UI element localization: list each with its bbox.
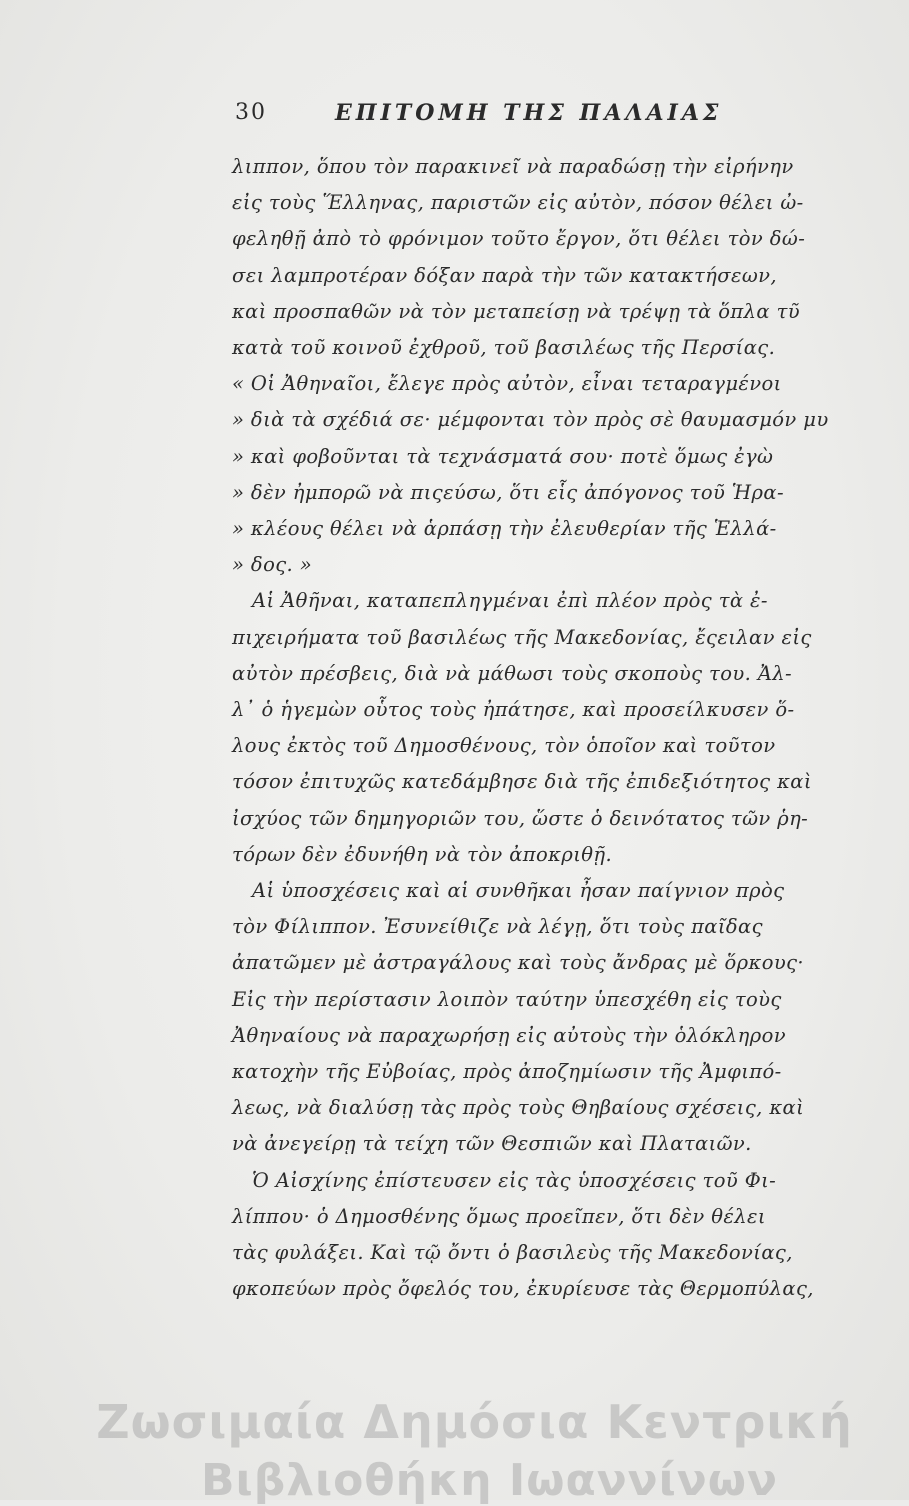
text-line: εἰς τοὺς Ἕλληνας, παριστῶν εἰς αὐτὸν, πόσον θέλει ὠ- (232, 191, 804, 215)
text-line: Ὁ Αἰσχίνης ἐπίστευσεν εἰς τὰς ὑποσχέσεις τοῦ Φι- (252, 1168, 777, 1192)
text-line: » δος. » (232, 553, 313, 577)
text-line: αὐτὸν πρέσβεις, διὰ νὰ μάθωσι τοὺς σκοποὺς του. Ἀλ- (232, 661, 793, 685)
text-line: κατὰ τοῦ κοινοῦ ἐχθροῦ, τοῦ βασιλέως τῆς Περσίας. (232, 336, 776, 359)
text-line: κατοχὴν τῆς Εὐβοίας, πρὸς ἀποζημίωσιν τῆς Ἀμφιπό- (232, 1060, 782, 1083)
text-line: τὰς φυλάξει. Καὶ τῷ ὄντι ὁ βασιλεὺς τῆς Μακεδονίας, (232, 1241, 793, 1264)
text-line: φκοπεύων πρὸς ὄφελός του, ἐκυρίευσε τὰς Θερμοπύλας, (232, 1277, 814, 1301)
library-watermark-line-2: Βιβλιοθήκη Ιωαννίνων (201, 1455, 778, 1506)
text-line: σει λαμπροτέραν δόξαν παρὰ τὴν τῶν κατακτήσεων, (232, 263, 777, 287)
text-line: λους ἐκτὸς τοῦ Δημοσθένους, τὸν ὁποῖον καὶ τοῦτον (232, 734, 776, 758)
text-line: « Οἱ Ἀθηναῖοι, ἔλεγε πρὸς αὐτὸν, εἶναι τεταραγμένοι (232, 372, 782, 396)
text-line: Ἀθηναίους νὰ παραχωρήσῃ εἰς αὐτοὺς τὴν ὁλόκληρον (232, 1023, 786, 1047)
text-line: τόσον ἐπιτυχῶς κατεδάμβησε διὰ τῆς ἐπιδεξιότητος καὶ (232, 770, 812, 794)
text-line: τὸν Φίλιππον. Ἐσυνείθιζε νὰ λέγῃ, ὅτι τοὺς παῖδας (232, 915, 763, 939)
text-line: λεως, νὰ διαλύσῃ τὰς πρὸς τοὺς Θηβαίους σχέσεις, καὶ (232, 1096, 805, 1120)
text-line: νὰ ἀνεγείρῃ τὰ τείχη τῶν Θεσπιῶν καὶ Πλαταιῶν. (232, 1132, 752, 1156)
text-line: λιππον, ὅπου τὸν παρακινεῖ νὰ παραδώσῃ τὴν εἰρήνην (232, 155, 794, 178)
text-line: » διὰ τὰ σχέδιά σε· μέμφονται τὸν πρὸς σὲ θαυμασμόν μυ (232, 408, 829, 432)
text-line: λ᾽ ὁ ἡγεμὼν οὗτος τοὺς ἠπάτησε, καὶ προσείλκυσεν ὅ- (232, 698, 795, 721)
library-watermark-line-1: Ζωσιμαία Δημόσια Κεντρική (96, 1395, 853, 1449)
text-line: Αἱ Ἀθῆναι, καταπεπληγμέναι ἐπὶ πλέον πρὸς τὰ ἐ- (252, 589, 768, 613)
text-line: πιχειρήματα τοῦ βασιλέως τῆς Μακεδονίας, ἔςειλαν εἰς (232, 625, 812, 649)
text-line: καὶ προσπαθῶν νὰ τὸν μεταπείσῃ νὰ τρέψῃ τὰ ὅπλα τῦ (232, 299, 801, 323)
text-line: τόρων δὲν ἐδυνήθη νὰ τὸν ἀποκριθῇ. (232, 842, 613, 866)
text-line: » καὶ φοβοῦνται τὰ τεχνάσματά σου· ποτὲ ὅμως ἐγὼ (232, 444, 774, 468)
text-line: Εἰς τὴν περίστασιν λοιπὸν ταύτην ὑπεσχέθη εἰς τοὺς (232, 987, 782, 1011)
text-line: » δὲν ἠμπορῶ νὰ πιςεύσω, ὅτι εἷς ἀπόγονος τοῦ Ἡρα- (232, 480, 784, 504)
text-line: ἀπατῶμεν μὲ ἀστραγάλους καὶ τοὺς ἄνδρας μὲ ὅρκους· (232, 951, 805, 975)
text-line: » κλέους θέλει νὰ ἁρπάσῃ τὴν ἐλευθερίαν τῆς Ἑλλά- (232, 517, 777, 540)
text-line: φεληθῇ ἀπὸ τὸ φρόνιμον τοῦτο ἔργον, ὅτι θέλει τὸν δώ- (232, 227, 806, 251)
running-header (235, 100, 795, 130)
text-line: ἰσχύος τῶν δημηγοριῶν του, ὥστε ὁ δεινότατος τῶν ῥη- (232, 806, 809, 830)
text-line: Αἱ ὑποσχέσεις καὶ αἱ συνθῆκαι ἦσαν παίγνιον πρὸς (252, 879, 785, 902)
text-line: λίππου· ὁ Δημοσθένης ὅμως προεῖπεν, ὅτι δὲν θέλει (232, 1204, 766, 1228)
running-title: ΕΠΙΤΟΜΗ ΤΗΣ ΠΑΛΑΙΑΣ (335, 100, 723, 126)
page-number: 30 (235, 100, 267, 125)
